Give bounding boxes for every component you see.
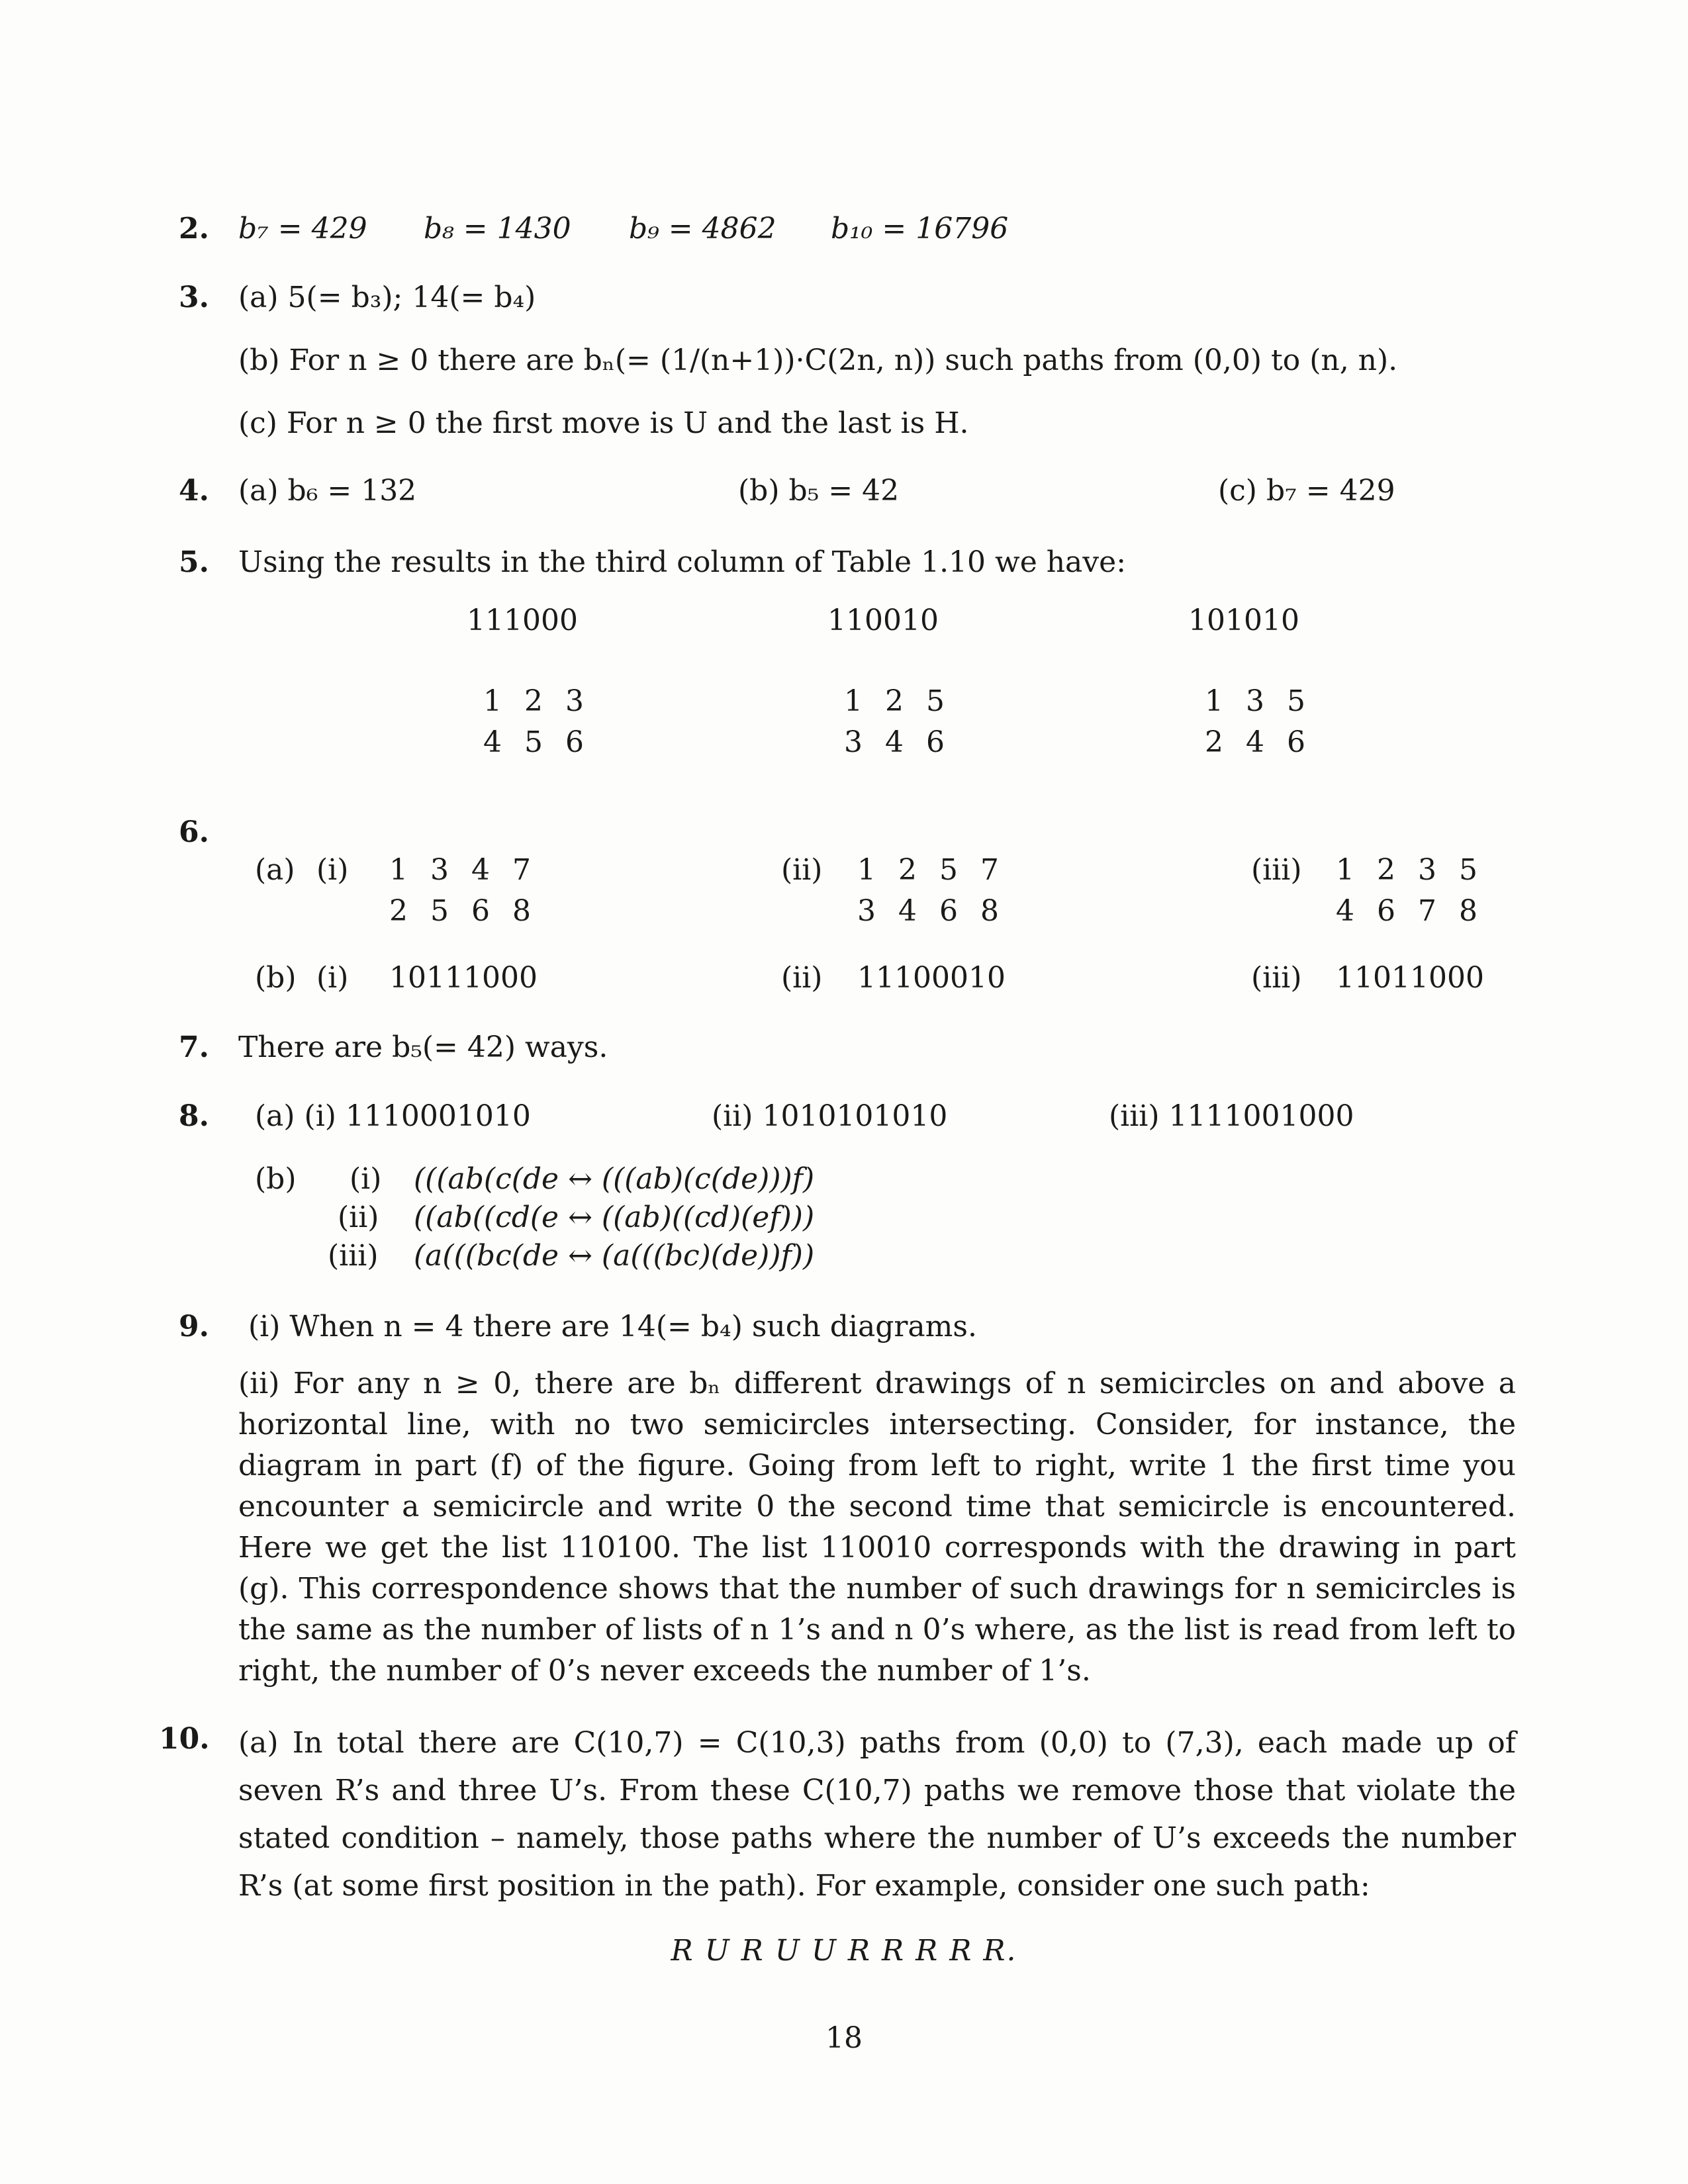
problem-6b-iii-label: (iii) [1251,961,1302,995]
tableau-1-bottom: 4 5 6 [483,725,590,759]
tableau-3-bottom: 2 4 6 [1205,725,1312,759]
tableau-6a-i-top: 1 3 4 7 [389,853,538,887]
problem-10-text: (a) In total there are C(10,7) = C(10,3) paths from (0,0) to (7,3), each made up of seven R’s and three U’s. From these C(10,7) paths we remove those that violate the stated condition – namely, those paths where the number of U’s exceeds the number R’s (at some first position in the path). For example, consider one such path: [238,1726,1516,1903]
problem-4b: (b) b₅ = 42 [738,474,900,508]
page-number: 18 [825,2021,863,2055]
problem-7-number: 7. [179,1030,209,1064]
problem-8b-i: (((ab(c(de ↔ (((ab)(c(de)))f) [414,1162,815,1196]
problem-6a-label: (a) [255,853,295,887]
problem-7-text: There are b₅(= 42) ways. [238,1030,608,1064]
problem-6b-label: (b) [255,961,297,995]
tableau-6a-iii-bottom: 4 6 7 8 [1336,894,1484,928]
problem-5-intro: Using the results in the third column of Table 1.10 we have: [238,545,1127,579]
b8-value: b₈ = 1430 [424,212,571,246]
problem-4-number: 4. [179,474,209,508]
problem-6-number: 6. [179,815,209,849]
problem-3b: (b) For n ≥ 0 there are bₙ(= (1/(n+1))·C(2n, n)) such paths from (0,0) to (n, n). [238,343,1398,377]
tableau-6a-ii-top: 1 2 5 7 [857,853,1006,887]
problem-8b-iii-label: (iii) [328,1239,379,1273]
problem-6b-i-label: (i) [316,961,349,995]
tableau-6a-ii-bottom: 3 4 6 8 [857,894,1006,928]
problem-8b-ii: ((ab((cd(e ↔ ((ab)((cd)(ef))) [414,1201,815,1234]
problem-9-number: 9. [179,1310,209,1343]
problem-4c: (c) b₇ = 429 [1218,474,1395,508]
problem-5-number: 5. [179,545,209,579]
problem-6a-i-label: (i) [316,853,349,887]
b9-value: b₉ = 4862 [629,212,776,246]
problem-8b-i-label: (i) [350,1162,382,1196]
problem-3c: (c) For n ≥ 0 the first move is U and the last is H. [238,406,969,440]
problem-8a-ii: (ii) 1010101010 [712,1099,948,1133]
list-6b-ii: 11100010 [857,961,1006,995]
problem-9-part-i: (i) When n = 4 there are 14(= b₄) such diagrams. [248,1310,977,1343]
list-6b-i: 10111000 [389,961,538,995]
problem-8b-ii-label: (ii) [338,1201,379,1234]
list-101010: 101010 [1188,604,1299,637]
b10-value: b₁₀ = 16796 [831,212,1009,246]
example-path: R U R U U R R R R R. [671,1934,1017,1968]
problem-6b-ii-label: (ii) [781,961,823,995]
problem-8-number: 8. [179,1099,209,1133]
b7-value: b₇ = 429 [238,212,367,246]
problem-2-number: 2. [179,212,209,246]
tableau-3-top: 1 3 5 [1205,684,1312,718]
tableau-2-top: 1 2 5 [844,684,951,718]
list-110010: 110010 [827,604,939,637]
problem-9-part-ii: (ii) For any n ≥ 0, there are bₙ different drawings of n semicircles on and above a horizontal line, with no two semicircles intersecting. Consider, for instance, the diagram in part (f) of the figure. Going from left to right, write 1 the first time you encounter a semicircle and write 0 the second time that semicircle is encountered. Here we get the list 110100. The list 110010 corresponds with the drawing in part (g). This correspondence shows that the number of such drawings for n semicircles is the same as the number of lists of n 1’s and n 0’s where, as the list is read from left to right, the number of 0’s never exceeds the number of 1’s. [238,1367,1516,1688]
problem-6a-iii-label: (iii) [1251,853,1302,887]
problem-10-number: 10. [159,1722,210,1756]
tableau-6a-i-bottom: 2 5 6 8 [389,894,538,928]
list-111000: 111000 [467,604,578,637]
problem-8a-iii: (iii) 1111001000 [1109,1099,1354,1133]
problem-8b-iii: (a(((bc(de ↔ (a(((bc)(de))f)) [414,1239,815,1273]
problem-3-number: 3. [179,281,209,314]
list-6b-iii: 11011000 [1336,961,1484,995]
tableau-2-bottom: 3 4 6 [844,725,951,759]
tableau-6a-iii-top: 1 2 3 5 [1336,853,1484,887]
problem-6a-ii-label: (ii) [781,853,823,887]
problem-8b-label: (b) [255,1162,297,1196]
problem-4a: (a) b₆ = 132 [238,474,417,508]
problem-8a-i: (a) (i) 1110001010 [255,1099,531,1133]
tableau-1-top: 1 2 3 [483,684,590,718]
problem-3a: (a) 5(= b₃); 14(= b₄) [238,281,536,314]
